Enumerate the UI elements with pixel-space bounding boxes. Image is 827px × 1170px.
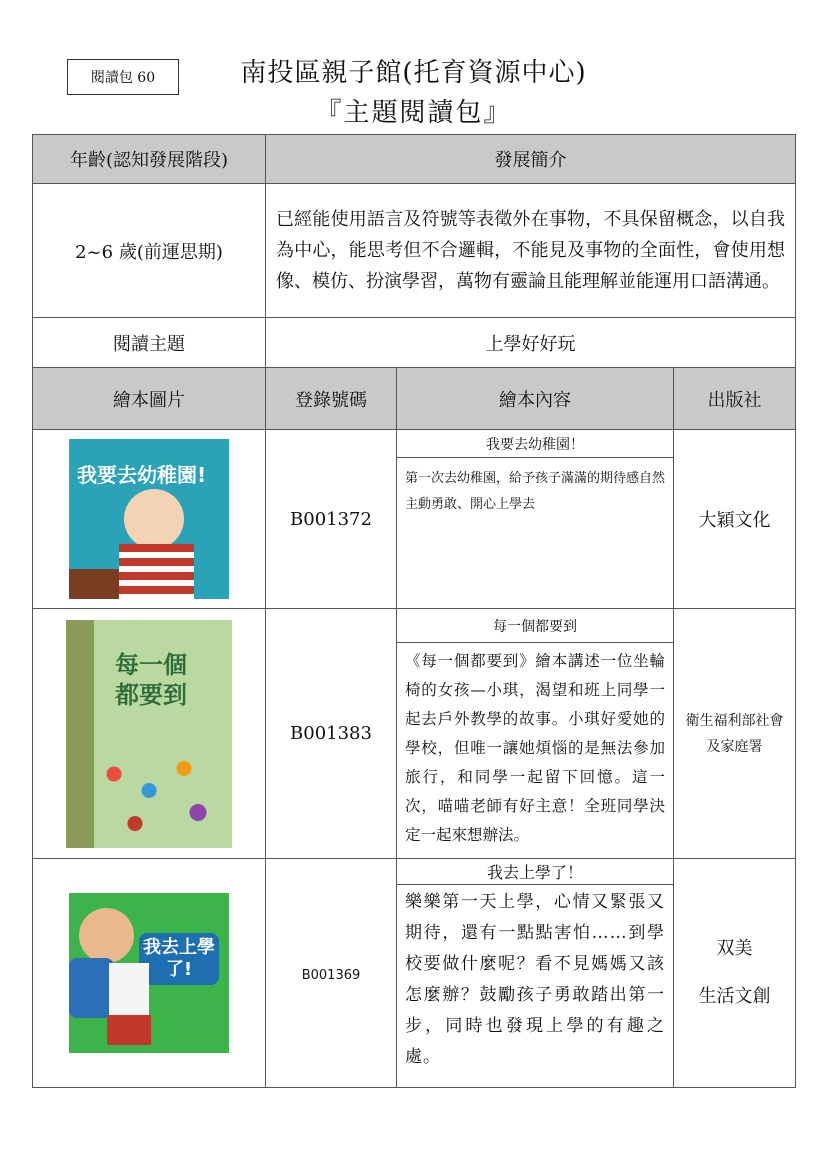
theme-label: 閱讀主題: [33, 318, 266, 368]
book-summary: 樂樂第一天上學，心情又緊張又期待，還有一點點害怕……到學校要做什麼呢？看不見媽媽又該怎麼辦？鼓勵孩子勇敢踏出第一步，同時也發現上學的有趣之處。: [405, 892, 665, 1067]
table-row: [33, 609, 796, 859]
table-row: [33, 859, 796, 1088]
book-code-text: B001369: [301, 967, 361, 983]
book-cover-image: [69, 439, 229, 599]
cover-shirt: [109, 963, 149, 1018]
header-content: 繪本內容: [397, 368, 674, 430]
cover-cell: [33, 609, 266, 859]
cover-character: [79, 908, 134, 963]
book-publisher: [674, 859, 796, 1088]
page-subtitle: 『主題閱讀包』: [315, 98, 512, 128]
cover-cell: [33, 859, 266, 1088]
table-row: [33, 430, 796, 609]
cover-character: [124, 489, 184, 549]
book-publisher: 衛生福利部社會及家庭署: [674, 609, 796, 859]
book-code: B001372: [266, 430, 397, 609]
header-age: 年齡(認知發展階段): [33, 135, 266, 184]
age-value: 2~6 歲(前運思期): [33, 184, 266, 318]
cover-children: [86, 730, 226, 840]
book-code: [266, 859, 397, 1088]
book-cover-image: [66, 620, 232, 848]
page-title: 南投區親子館(托育資源中心): [240, 58, 587, 88]
theme-value: 上學好好玩: [266, 318, 796, 368]
content-cell: [397, 609, 674, 859]
book-summary: 《每一個都要到》繪本講述一位坐輪椅的女孩—小琪，渴望和班上同學一起去戶外教學的故事。小琪好愛她的學校，但唯一讓她煩惱的是無法參加旅行，和同學一起留下回憶。這一次，喵喵老師有好主意！全班同學決定一起來想辦法。: [405, 652, 665, 844]
book-publisher: 大穎文化: [674, 430, 796, 609]
intro-value: 已經能使用語言及符號等表徵外在事物，不具保留概念，以自我為中心，能思考但不合邏輯，不能見及事物的全面性，會使用想像、模仿、扮演學習，萬物有靈論且能理解並能運用口語溝通。: [266, 184, 796, 318]
book-title: 每一個都要到: [397, 609, 673, 643]
book-title: 我要去幼稚園！: [397, 430, 673, 458]
cover-ground: [69, 569, 119, 599]
cover-title: 每一個都要到: [115, 650, 187, 709]
content-cell: [397, 859, 674, 1088]
header-publisher: 出版社: [674, 368, 796, 430]
cover-cell: [33, 430, 266, 609]
cover-title: 我去上學了!: [139, 933, 219, 985]
header-intro: 發展簡介: [266, 135, 796, 184]
reading-pack-table: [32, 134, 796, 1088]
publisher-line2: 生活文創: [698, 986, 771, 1007]
book-code: B001383: [266, 609, 397, 859]
content-cell: [397, 430, 674, 609]
book-title: 我去上學了！: [397, 859, 673, 885]
pack-id-box: 閱讀包 60: [67, 59, 179, 95]
publisher-line1: 双美: [716, 938, 753, 959]
book-cover-image: [69, 893, 229, 1053]
cover-shorts: [107, 1015, 151, 1045]
cover-backpack: [69, 958, 114, 1018]
cover-shirt: [119, 544, 194, 599]
cover-title: 我要去幼稚園!: [77, 463, 207, 487]
book-summary: 第一次去幼稚園，給予孩子滿滿的期待感自然主動勇敢、開心上學去: [405, 471, 666, 512]
header-cover: 繪本圖片: [33, 368, 266, 430]
header-code: 登錄號碼: [266, 368, 397, 430]
